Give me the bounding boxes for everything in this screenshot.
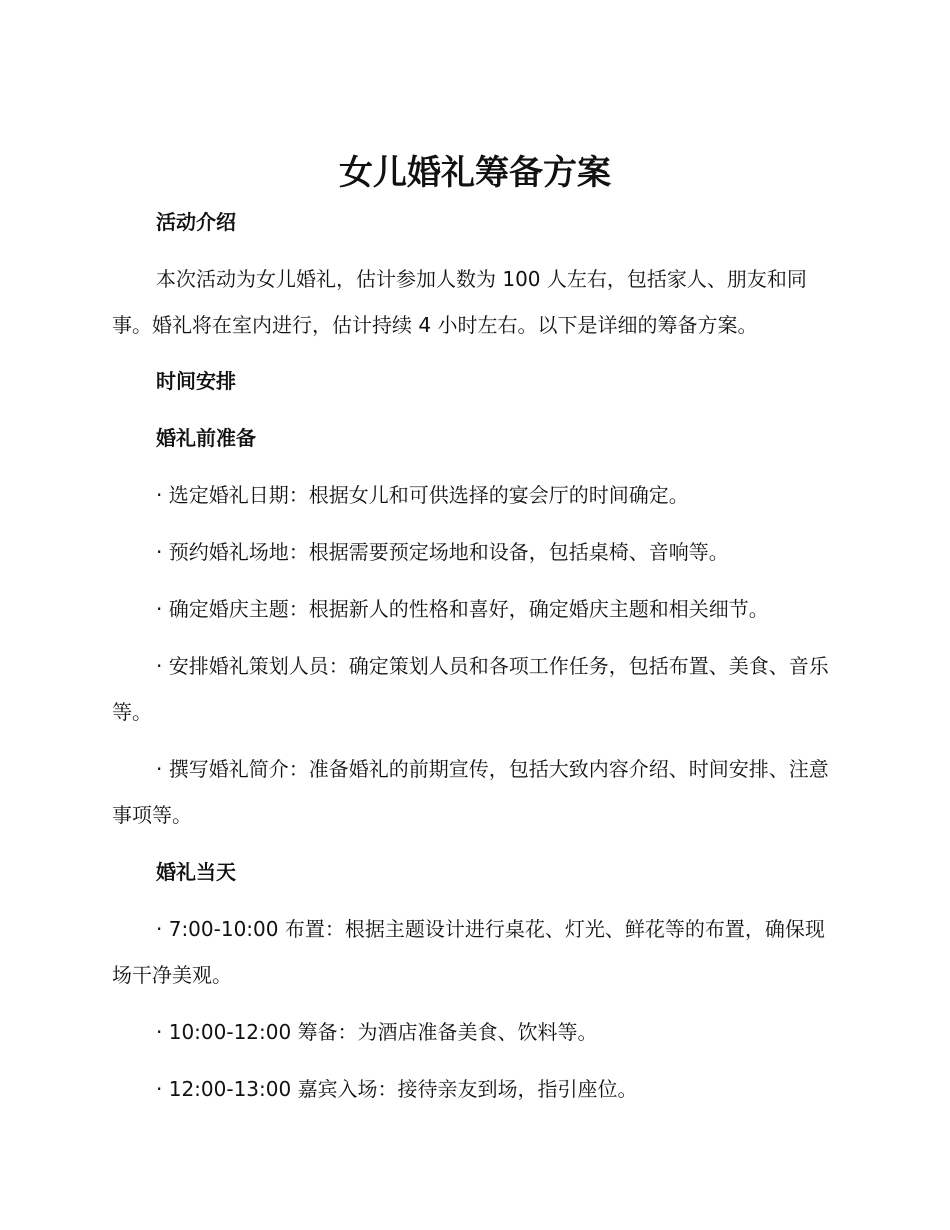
section-heading-intro: 活动介绍 [156, 210, 236, 234]
section-heading-wedding-day: 婚礼当天 [156, 860, 236, 884]
wedding-day-item: · 12:00-13:00 嘉宾入场：接待亲友到场，指引座位。 [156, 1077, 638, 1101]
pre-wedding-item: · 安排婚礼策划人员：确定策划人员和各项工作任务，包括布置、美食、音乐等。 [112, 654, 829, 724]
pre-wedding-item: · 确定婚庆主题：根据新人的性格和喜好，确定婚庆主题和相关细节。 [156, 597, 769, 621]
pre-wedding-item: · 预约婚礼场地：根据需要预定场地和设备，包括桌椅、音响等。 [156, 540, 729, 564]
document-title: 女儿婚礼筹备方案 [339, 153, 611, 193]
wedding-day-item: · 7:00-10:00 布置：根据主题设计进行桌花、灯光、鲜花等的布置，确保现场干净美观。 [112, 917, 825, 987]
intro-paragraph: 本次活动为女儿婚礼，估计参加人数为 100 人左右，包括家人、朋友和同事。婚礼将在室内进行，估计持续 4 小时左右。以下是详细的筹备方案。 [112, 267, 807, 337]
pre-wedding-item: · 选定婚礼日期：根据女儿和可供选择的宴会厅的时间确定。 [156, 483, 689, 507]
wedding-day-item: · 10:00-12:00 筹备：为酒店准备美食、饮料等。 [156, 1020, 598, 1044]
section-heading-schedule: 时间安排 [156, 369, 236, 393]
pre-wedding-item: · 撰写婚礼简介：准备婚礼的前期宣传，包括大致内容介绍、时间安排、注意事项等。 [112, 757, 829, 827]
section-heading-pre-wedding: 婚礼前准备 [156, 426, 256, 450]
